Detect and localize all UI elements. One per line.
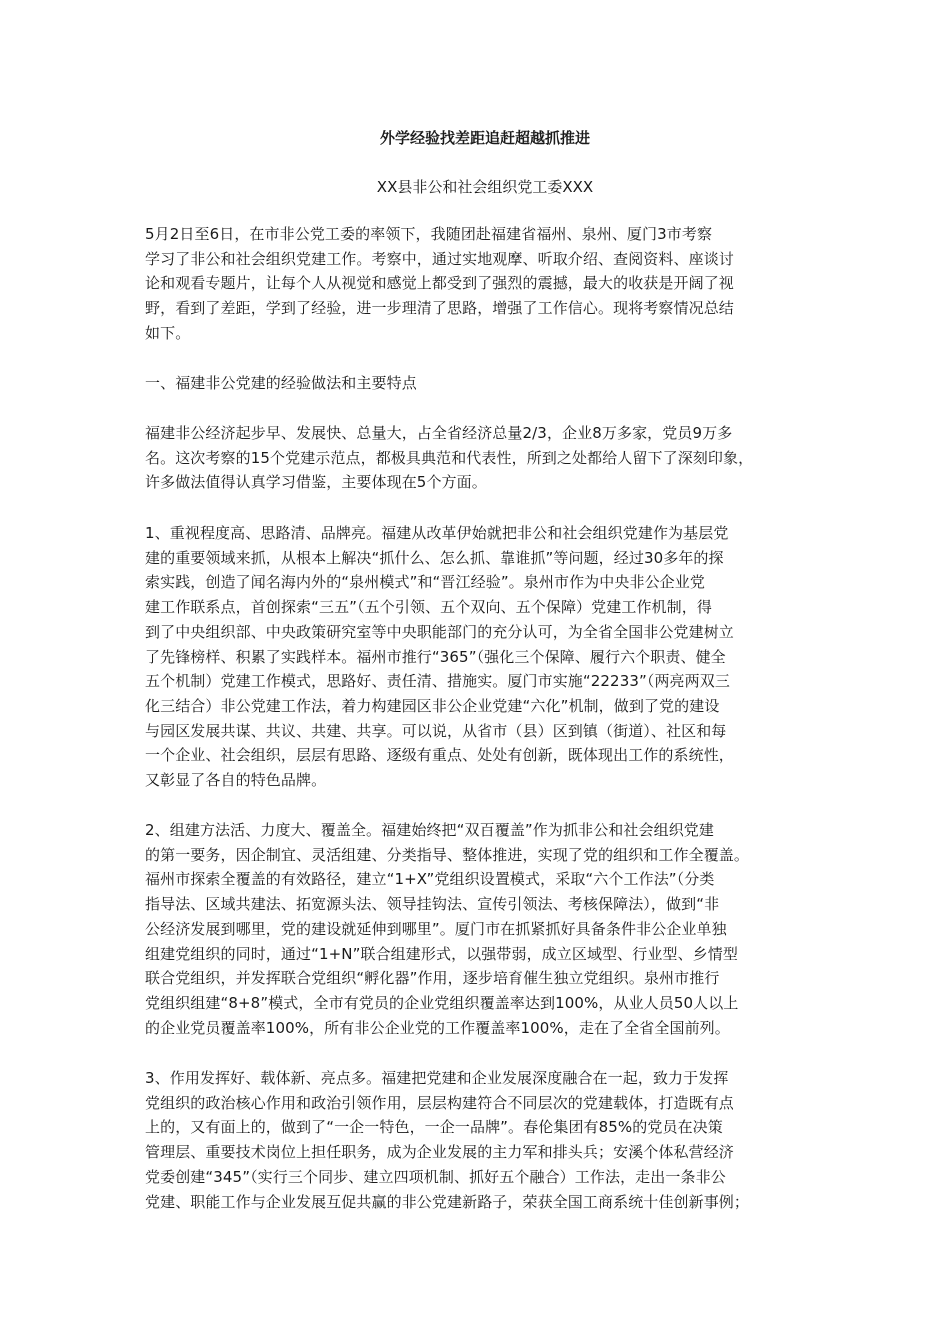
- text-line: 与园区发展共谋、共议、共建、共享。可以说，从省市（县）区到镇（街道）、社区和每: [145, 721, 727, 740]
- text-line: 如下。: [145, 323, 191, 342]
- paragraph-point-3: [145, 1066, 825, 1214]
- text-line: 学习了非公和社会组织党建工作。考察中，通过实地观摩、听取介绍、查阅资料、座谈讨: [145, 249, 734, 268]
- text-line: 到了中央组织部、中央政策研究室等中央职能部门的充分认可，为全省全国非公党建树立: [145, 622, 734, 641]
- text-line: 党建、职能工作与企业发展互促共赢的非公党建新路子，荣获全国工商系统十佳创新事例；: [145, 1192, 750, 1211]
- text-line: 福州市探索全覆盖的有效路径，建立“1+X”党组织设置模式，采取“六个工作法”（分类: [145, 870, 715, 889]
- document-author: XX县非公和社会组织党工委XXX: [376, 178, 594, 196]
- text-line: 又彰显了各自的特色品牌。: [145, 771, 327, 790]
- text-line: 一个企业、社会组织，层层有思路、逐级有重点、处处有创新，既体现出工作的系统性，: [145, 746, 734, 765]
- text-line: 管理层、重要技术岗位上担任职务，成为企业发展的主力军和排头兵；安溪个体私营经济: [145, 1143, 734, 1162]
- text-line: 五个机制）党建工作模式，思路好、责任清、措施实。厦门市实施“22233”（两亮两双三: [145, 672, 730, 691]
- text-line: 联合党组织，并发挥联合党组织“孵化器”作用，逐步培育催生独立党组织。泉州市推行: [145, 969, 720, 988]
- paragraph-point-2: [145, 818, 825, 1040]
- text-line: 1、重视程度高、思路清、品牌亮。福建从改革伊始就把非公和社会组织党建作为基层党: [145, 524, 729, 542]
- text-line: 了先锋榜样、积累了实践样本。福州市推行“365”（强化三个保障、履行六个职责、健全: [145, 647, 726, 666]
- text-line: 的企业党员覆盖率100%，所有非公企业党的工作覆盖率100%，走在了全省全国前列。: [145, 1018, 730, 1037]
- section-heading-1: [145, 371, 825, 396]
- text-line: 5月2日至6日，在市非公党工委的率领下，我随团赴福建省福州、泉州、厦门3市考察: [145, 225, 713, 243]
- paragraph-point-1: [145, 521, 825, 793]
- text-line: 上的，又有面上的，做到了“一企一特色，一企一品牌”。春伦集团有85%的党员在决策: [145, 1118, 723, 1137]
- text-line: 许多做法值得认真学习借鉴，主要体现在5个方面。: [145, 473, 487, 492]
- text-line: 一、福建非公党建的经验做法和主要特点: [145, 374, 417, 392]
- text-line: 2、组建方法活、力度大、覆盖全。福建始终把“双百覆盖”作为抓非公和社会组织党建: [145, 821, 714, 839]
- text-line: 索实践，创造了闻名海内外的“泉州模式”和“晋江经验”。泉州市作为中央非公企业党: [145, 573, 705, 592]
- text-line: 的第一要务，因企制宜、灵活组建、分类指导、整体推进，实现了党的组织和工作全覆盖。: [145, 845, 750, 864]
- text-line: 名。这次考察的15个党建示范点，都极具典范和代表性，所到之处都给人留下了深刻印象，: [145, 448, 754, 467]
- text-line: 论和观看专题片，让每个人从视觉和感觉上都受到了强烈的震撼，最大的收获是开阔了视: [145, 274, 734, 293]
- text-line: 党组织的政治核心作用和政治引领作用，层层构建符合不同层次的党建载体，打造既有点: [145, 1093, 734, 1112]
- text-line: 组建党组织的同时，通过“1+N”联合组建形式，以强带弱，成立区域型、行业型、乡情型: [145, 944, 738, 963]
- text-line: 野，看到了差距，学到了经验，进一步理清了思路，增强了工作信心。现将考察情况总结: [145, 299, 734, 318]
- text-line: 指导法、区域共建法、拓宽源头法、领导挂钩法、宣传引领法、考核保障法），做到“非: [145, 895, 720, 914]
- text-line: 3、作用发挥好、载体新、亮点多。福建把党建和企业发展深度融合在一起，致力于发挥: [145, 1069, 729, 1087]
- paragraph-intro: [145, 222, 825, 346]
- paragraph-overview: [145, 421, 825, 495]
- document-title: 外学经验找差距追赶超越抓推进: [379, 129, 590, 147]
- text-line: 党组织组建“8+8”模式，全市有党员的企业党组织覆盖率达到100%，从业人员50人以上: [145, 993, 739, 1012]
- text-line: 公经济发展到哪里，党的建设就延伸到哪里”。厦门市在抓紧抓好具备条件非公企业单独: [145, 919, 727, 938]
- text-line: 建工作联系点，首创探索“三五”（五个引领、五个双向、五个保障）党建工作机制，得: [145, 598, 712, 617]
- text-line: 党委创建“345”（实行三个同步、建立四项机制、抓好五个融合）工作法，走出一条非公: [145, 1167, 726, 1186]
- text-line: 福建非公经济起步早、发展快、总量大，占全省经济总量2/3，企业8万多家，党员9万多: [145, 424, 733, 442]
- text-line: 建的重要领域来抓，从根本上解决“抓什么、怎么抓、靠谁抓”等问题，经过30多年的探: [145, 548, 724, 567]
- text-line: 化三结合）非公党建工作法，着力构建园区非公企业党建“六化”机制，做到了党的建设: [145, 696, 720, 715]
